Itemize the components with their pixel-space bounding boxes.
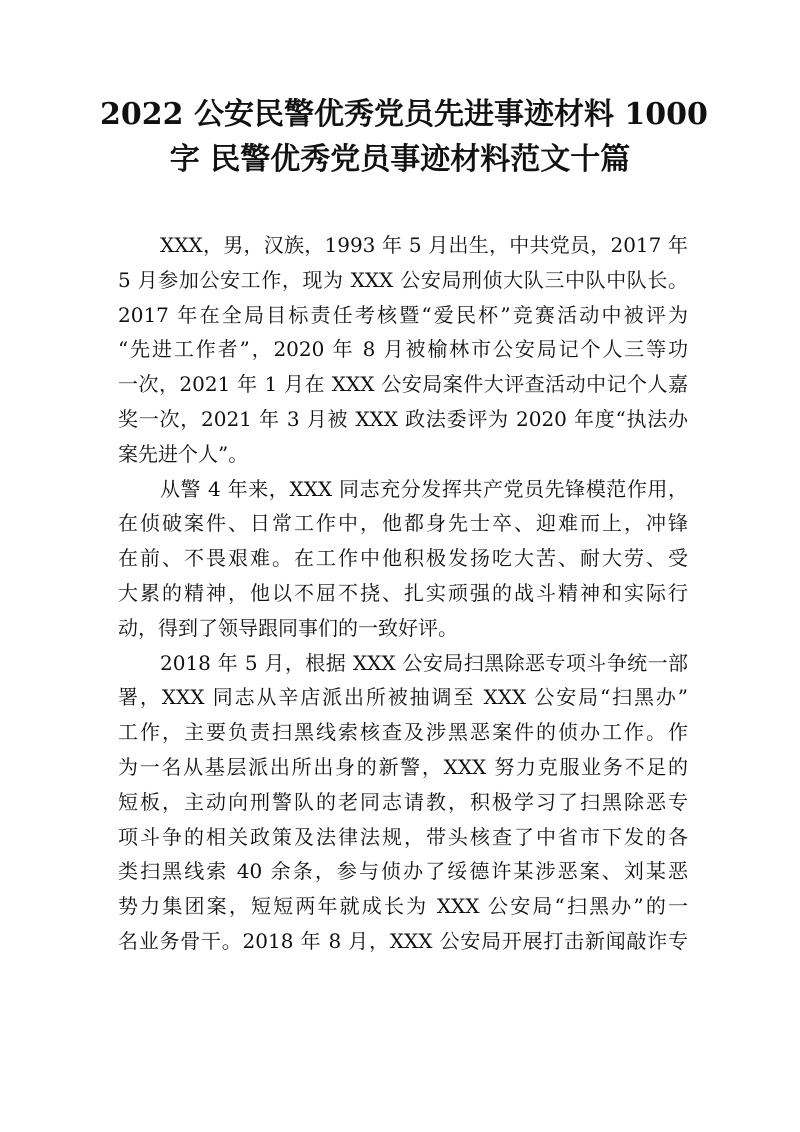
paragraph-line: 一次，2021 年 1 月在 XXX 公安局案件大评查活动中记个人嘉: [118, 372, 688, 397]
paragraph-line: 为一名从基层派出所出身的新警，XXX 努力克服业务不足的: [118, 754, 688, 779]
paragraph-line: 短板，主动向刑警队的老同志请教，积极学习了扫黑除恶专: [118, 789, 688, 814]
document-title: [100, 92, 708, 182]
paragraph-line: 项斗争的相关政策及法律法规，带头核查了中省市下发的各: [118, 824, 688, 849]
paragraph-line: 2017 年在全局目标责任考核暨“爱民杯”竞赛活动中被评为: [118, 302, 688, 327]
paragraph-line: 奖一次，2021 年 3 月被 XXX 政法委评为 2020 年度“执法办: [118, 406, 688, 431]
document-body: [118, 228, 688, 959]
paragraph-line: 工作，主要负责扫黑线索核查及涉黑恶案件的侦办工作。作: [118, 720, 688, 745]
paragraph-line: 案先进个人”。: [118, 441, 249, 466]
paragraph-line: 在侦破案件、日常工作中，他都身先士卒、迎难而上，冲锋: [118, 511, 688, 536]
paragraph-line: 动，得到了领导跟同事们的一致好评。: [118, 615, 458, 640]
paragraph-profile: [118, 228, 688, 472]
paragraph-anti-crime: [118, 646, 688, 959]
paragraph-line: 势力集团案，短短两年就成长为 XXX 公安局“扫黑办”的一: [118, 894, 688, 919]
paragraph-service: [118, 472, 688, 646]
paragraph-line: 2018 年 5 月，根据 XXX 公安局扫黑除恶专项斗争统一部: [160, 650, 688, 675]
paragraph-line: 类扫黑线索 40 余条，参与侦办了绥德许某涉恶案、刘某恶: [118, 859, 688, 884]
paragraph-line: “先进工作者”，2020 年 8 月被榆林市公安局记个人三等功: [118, 337, 688, 362]
paragraph-line: 在前、不畏艰难。在工作中他积极发扬吃大苦、耐大劳、受: [118, 546, 688, 571]
title-line: 字 民警优秀党员事迹材料范文十篇: [169, 142, 631, 177]
paragraph-line: 5 月参加公安工作，现为 XXX 公安局刑侦大队三中队中队长。: [118, 267, 688, 292]
paragraph-line: 大累的精神，他以不屈不挠、扎实顽强的战斗精神和实际行: [118, 580, 688, 605]
paragraph-line: 名业务骨干。2018 年 8 月，XXX 公安局开展打击新闻敲诈专: [118, 928, 688, 953]
paragraph-line: 从警 4 年来，XXX 同志充分发挥共产党员先锋模范作用，: [160, 476, 688, 501]
paragraph-line: 署，XXX 同志从辛店派出所被抽调至 XXX 公安局“扫黑办”: [118, 685, 688, 710]
paragraph-line: XXX，男，汉族，1993 年 5 月出生，中共党员，2017 年: [160, 233, 688, 257]
title-line: 2022 公安民警优秀党员先进事迹材料 1000: [100, 97, 708, 132]
